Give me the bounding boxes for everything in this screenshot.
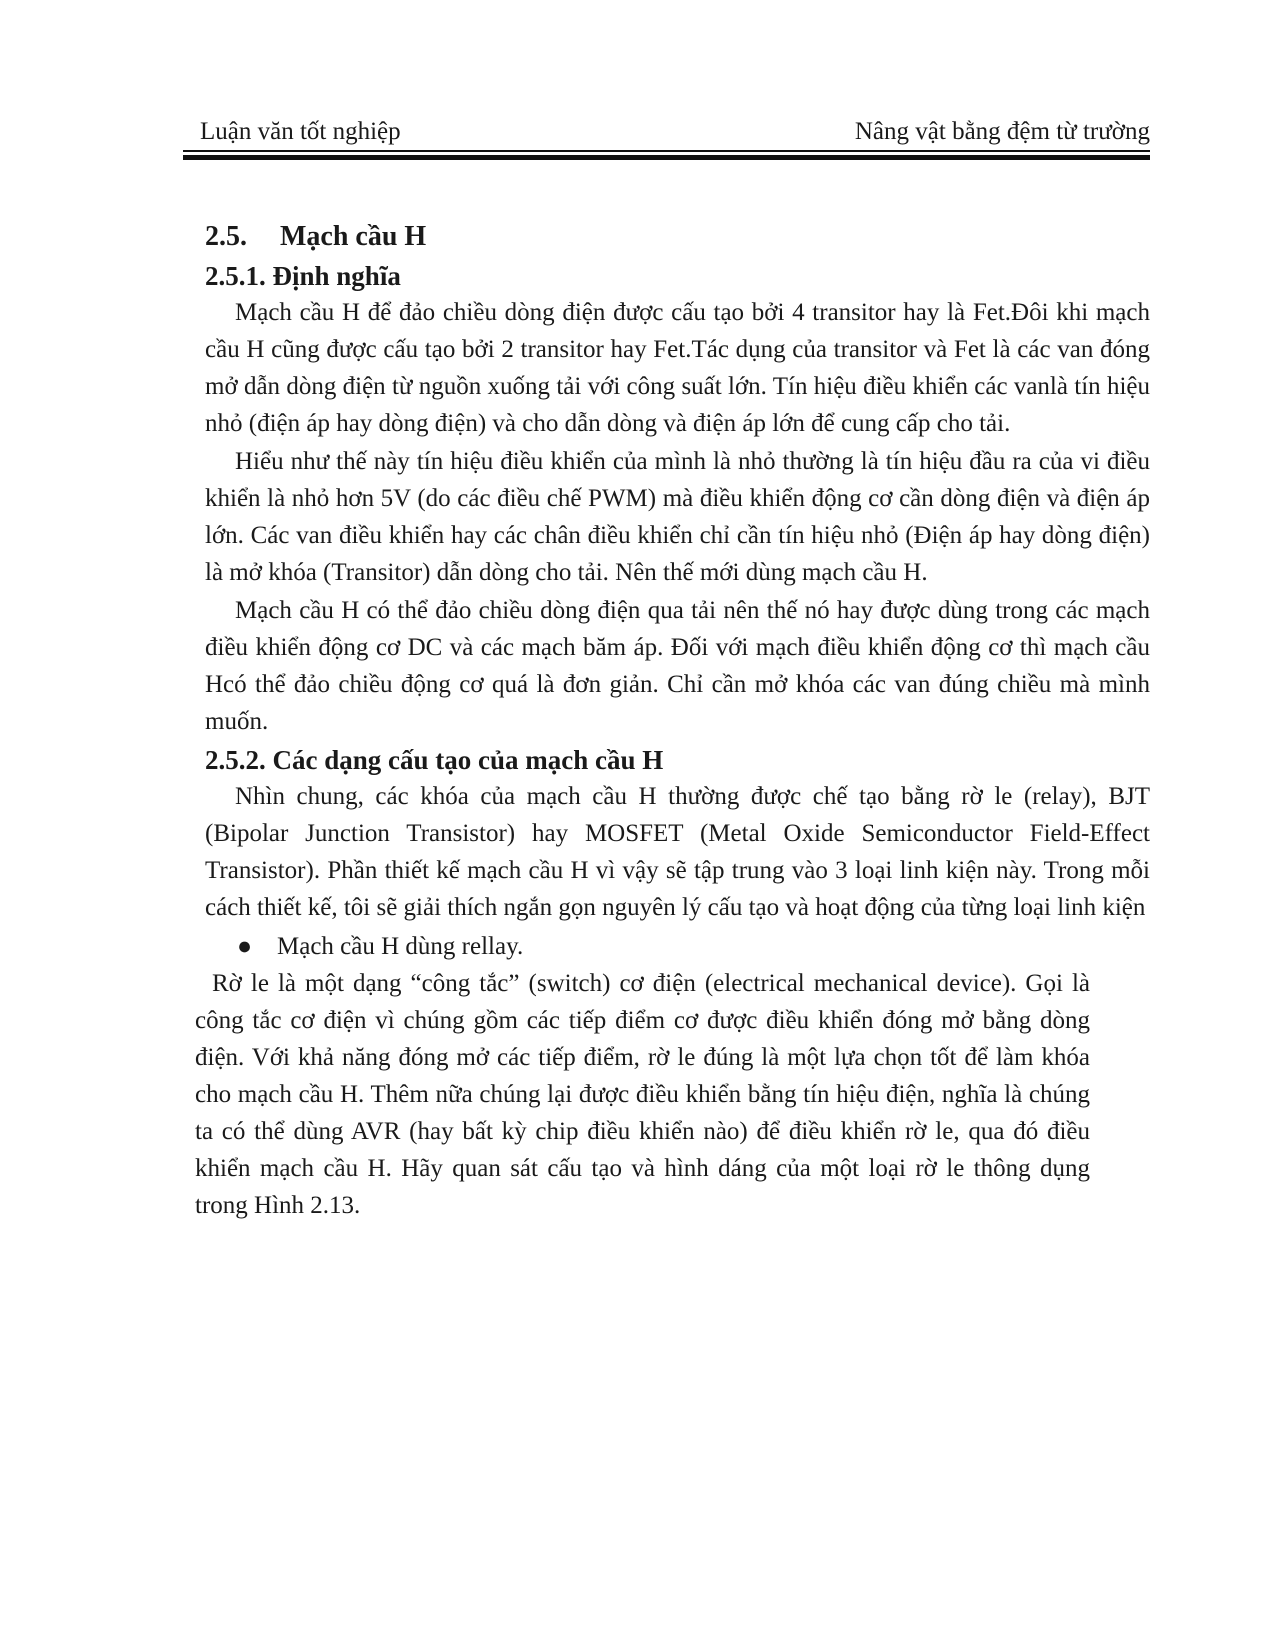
subsection-heading-definition: 2.5.1. Định nghĩa [205,261,401,291]
paragraph-relay: Rờ le là một dạng “công tắc” (switch) cơ điện (electrical mechanical device). Gọi là công tắc cơ điện vì chúng gồm các tiếp điểm cơ được điều khiển đóng mở bằng dòng điện. Với khả năng đóng mở các tiếp điểm, rờ le đúng là một lựa chọn tốt để làm khóa cho mạch cầu H. Thêm nữa chúng lại được điều khiển bằng tín hiệu điện, nghĩa là chúng ta có thể dùng AVR (hay bất kỳ chip điều khiển nào) để điều khiển rờ le, qua đó điều khiển mạch cầu H. Hãy quan sát cấu tạo và hình dáng của một loại rờ le thông dụng trong Hình 2.13. [195,970,1090,1219]
bullet-item-label: Mạch cầu H dùng rellay. [277,933,524,960]
paragraph-definition-2: Hiểu như thế này tín hiệu điều khiển của mình là nhỏ thường là tín hiệu đầu ra của vi điều khiển là nhỏ hơn 5V (do các điều chế PWM) mà điều khiển động cơ cần dòng điện và điện áp lớn. Các van điều khiển hay các chân điều khiển chỉ cần tín hiệu nhỏ (Điện áp hay dòng điện) là mở khóa (Transitor) dẫn dòng cho tải. Nên thế mới dùng mạch cầu H. [205,448,1150,586]
subsection-heading-types: 2.5.2. Các dạng cấu tạo của mạch cầu H [205,745,664,775]
bullet-item-relay [237,928,1150,965]
header-rule-thin [183,150,1150,152]
paragraph-types-intro: Nhìn chung, các khóa của mạch cầu H thường được chế tạo bằng rờ le (relay), BJT (Bipolar Junction Transistor) hay MOSFET (Metal Oxide Semiconductor Field-Effect Transistor). Phần thiết kế mạch cầu H vì vậy sẽ tập trung vào 3 loại linh kiện này. Trong mỗi cách thiết kế, tôi sẽ giải thích ngắn gọn nguyên lý cấu tạo và hoạt động của từng loại linh kiện [205,783,1150,921]
section-title: Mạch cầu H [280,221,427,252]
header-rule-thick [183,155,1150,160]
header-left-title: Luận văn tốt nghiệp [200,118,401,145]
header-right-title: Nâng vật bằng đệm từ trường [854,118,1150,145]
document-body [195,218,1150,1224]
section-number: 2.5. [205,221,247,252]
paragraph-definition-1: Mạch cầu H để đảo chiều dòng điện được cấu tạo bởi 4 transitor hay là Fet.Đôi khi mạch cầu H cũng được cấu tạo bởi 2 transitor hay Fet.Tác dụng của transitor và Fet là các van đóng mở dẫn dòng điện từ nguồn xuống tải với công suất lớn. Tín hiệu điều khiển các vanlà tín hiệu nhỏ (điện áp hay dòng điện) và cho dẫn dòng và điện áp lớn để cung cấp cho tải. [205,299,1150,437]
paragraph-definition-3: Mạch cầu H có thể đảo chiều dòng điện qua tải nên thế nó hay được dùng trong các mạch điều khiển động cơ DC và các mạch băm áp. Đối với mạch điều khiển động cơ thì mạch cầu Hcó thể đảo chiều động cơ quá là đơn giản. Chỉ cần mở khóa các van đúng chiều mà mình muốn. [205,597,1150,735]
bullet-dot-icon: ● [237,933,253,960]
page-header [200,112,1150,152]
section-heading [205,218,1150,256]
